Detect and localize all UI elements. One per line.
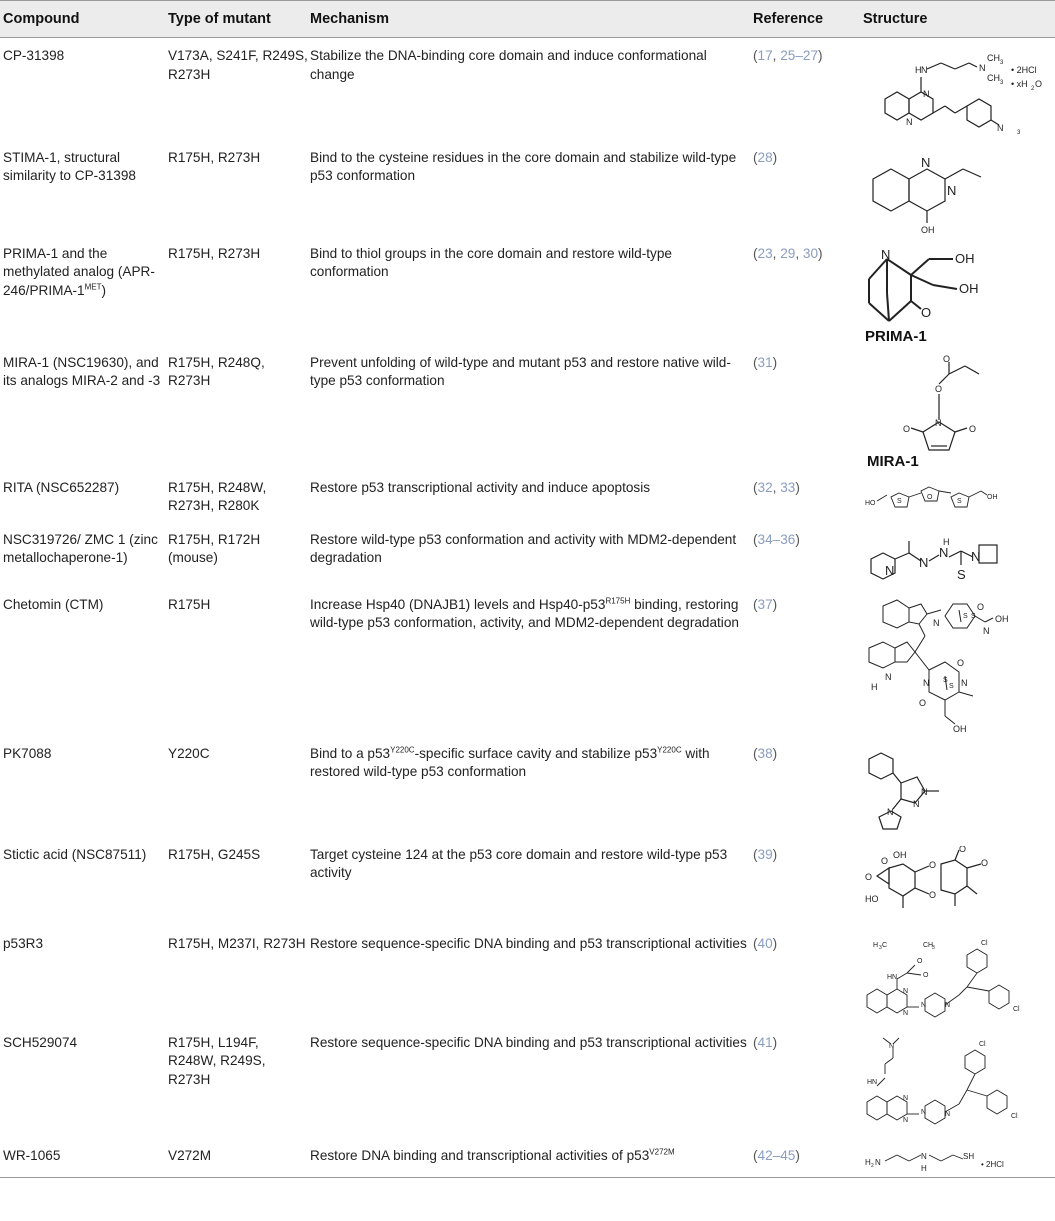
cp31398-structure-icon (863, 47, 1053, 139)
mechanism: Increase Hsp40 (DNAJB1) levels and $Hsp40-p53^{R175H}$ binding, restoring wild-type p53 conformation, activity, and MDM2-dependent degradation (310, 595, 739, 630)
reference-link[interactable]: 28 (757, 149, 773, 165)
mutant-type: R175H (168, 596, 211, 612)
structure-cell (861, 140, 1055, 236)
mechanism: Restore DNA binding and transcriptional activities of $p53^{V272M}$ (308, 1138, 751, 1178)
svg-text:N: N (919, 554, 929, 570)
svg-text:O: O (903, 423, 911, 434)
compound-name: MIRA-1 (NSC19630), and its analogs MIRA-2 and -3 (3, 354, 161, 388)
svg-text:N: N (947, 182, 957, 198)
reference: (28) (753, 149, 778, 165)
mutant-type: R175H, L194F, R248W, R249S, R273H (168, 1034, 266, 1087)
mira1-name: MIRA-1 (867, 452, 919, 470)
svg-text:N: N (913, 798, 920, 809)
svg-text:S: S (963, 612, 968, 620)
svg-text:2: 2 (871, 1162, 874, 1169)
reference-link[interactable]: 41 (757, 1034, 773, 1050)
svg-text:O: O (881, 855, 889, 866)
mechanism: Stabilize the DNA-binding core domain and induce conformational change (310, 48, 707, 82)
compound-name: CP-31398 (3, 48, 65, 63)
mechanism: Bind to thiol groups in the core domain and restore wild-type conformation (310, 245, 672, 279)
table-row (0, 736, 1055, 837)
svg-text:O: O (921, 304, 932, 320)
reference-link[interactable]: 39 (757, 846, 773, 862)
svg-text:S: S (897, 497, 902, 505)
structure-cell (861, 837, 1055, 926)
svg-text:O: O (1035, 79, 1043, 89)
compound-name: STIMA-1, structural similarity to CP-31398 (3, 149, 136, 183)
svg-text:O: O (917, 957, 923, 965)
svg-text:N: N (885, 562, 895, 578)
svg-text:O: O (929, 859, 937, 870)
pk7088-structure-icon (863, 745, 1053, 837)
p53r3-structure-icon (863, 935, 1053, 1025)
svg-text:OH: OH (987, 493, 998, 501)
svg-text:N: N (921, 65, 928, 75)
svg-text:S: S (957, 566, 966, 582)
reference-link[interactable]: 34–36 (757, 531, 796, 547)
compound-name: PK7088 (3, 745, 52, 761)
reference-link[interactable]: 23 (757, 245, 773, 261)
svg-text:O: O (919, 697, 927, 708)
svg-text:N: N (875, 1157, 881, 1167)
svg-text:N: N (935, 417, 942, 428)
structure-cell (861, 236, 1055, 345)
svg-text:O: O (943, 353, 951, 364)
mechanism: Restore sequence-specific DNA binding and p53 transcriptional activities (310, 935, 747, 951)
table-row (0, 1025, 1055, 1138)
table-row (0, 837, 1055, 926)
svg-text:O: O (935, 383, 943, 394)
header-row (0, 1, 1055, 38)
svg-text:N: N (903, 1116, 909, 1124)
reference: (40) (753, 935, 778, 951)
mutant-type: R175H, R273H (168, 149, 261, 165)
svg-text:O: O (969, 423, 977, 434)
svg-text:O: O (927, 493, 933, 501)
svg-text:N: N (903, 987, 909, 995)
structure-cell (861, 522, 1055, 587)
table-row (0, 140, 1055, 236)
svg-text:3: 3 (879, 944, 882, 951)
svg-text:N: N (961, 677, 968, 688)
reference: (32, 33) (753, 479, 800, 495)
svg-text:O: O (981, 857, 989, 868)
svg-text:S: S (971, 612, 976, 620)
svg-text:N: N (921, 1151, 927, 1161)
svg-text:N: N (921, 154, 931, 170)
svg-text:• 2HCl: • 2HCl (981, 1159, 1004, 1169)
svg-text:3: 3 (932, 944, 935, 951)
svg-text:• xH: • xH (1011, 79, 1028, 89)
svg-text:N: N (933, 617, 940, 628)
structure-cell (861, 587, 1055, 736)
svg-text:HO: HO (865, 499, 876, 507)
reference: (39) (753, 846, 778, 862)
svg-text:O: O (977, 601, 985, 612)
mechanism: Bind to a $p53^{Y220C}$-specific surface cavity and stabilize $p53^{Y220C}$ with restored wild-type p53 conformation (310, 744, 710, 779)
reference: (17, 25–27) (753, 48, 823, 63)
svg-text:N: N (887, 806, 894, 817)
mechanism: Prevent unfolding of wild-type and mutant p53 and restore native wild-type p53 conformation (310, 354, 731, 388)
svg-text:O: O (959, 845, 967, 854)
table-row (0, 470, 1055, 522)
svg-text:H: H (915, 65, 922, 75)
svg-text:Cl: Cl (981, 939, 988, 947)
structure-cell (861, 1025, 1055, 1138)
svg-text:H: H (865, 1157, 871, 1167)
stictic-acid-structure-icon (863, 846, 1053, 926)
compound-name: SCH529074 (3, 1034, 78, 1050)
reference: (34–36) (753, 531, 800, 547)
reference-link[interactable]: 31 (757, 354, 773, 370)
svg-text:O: O (957, 657, 965, 668)
rita-structure-icon (863, 479, 1053, 519)
svg-text:3: 3 (1000, 80, 1004, 86)
svg-text:N: N (945, 1001, 951, 1009)
svg-text:N: N (945, 1110, 951, 1118)
table-row (0, 587, 1055, 736)
reference-link[interactable]: 37 (757, 596, 773, 612)
mechanism: Restore sequence-specific DNA binding and p53 transcriptional activities (310, 1034, 747, 1050)
reference-link[interactable]: 30 (802, 245, 819, 261)
mutant-type: R175H, G245S (168, 846, 261, 862)
svg-text:CH: CH (987, 53, 1000, 63)
header-mutant: Type of mutant (166, 1, 308, 38)
svg-text:OH: OH (955, 250, 975, 266)
svg-text:HO: HO (865, 893, 879, 904)
svg-text:OH: OH (921, 224, 935, 235)
svg-text:C: C (882, 941, 888, 949)
svg-text:SH: SH (963, 1151, 975, 1161)
svg-text:Cl: Cl (1011, 1112, 1018, 1120)
table-row (0, 1138, 1055, 1178)
mechanism: Restore wild-type p53 conformation and activity with MDM2-dependent degradation (310, 531, 737, 565)
chetomin-structure-icon (863, 596, 1053, 736)
svg-text:HN: HN (887, 973, 898, 981)
reference: (23, 29, 30) (753, 245, 823, 261)
svg-text:N: N (889, 1042, 895, 1050)
svg-text:CH: CH (923, 941, 934, 949)
svg-text:N: N (881, 246, 891, 262)
svg-text:H: H (873, 941, 879, 949)
mira1-structure-icon (863, 354, 1053, 470)
reference-link[interactable]: 42–45 (757, 1147, 796, 1163)
header-structure: Structure (861, 1, 1055, 38)
svg-text:N: N (979, 63, 986, 73)
svg-text:O: O (923, 971, 929, 979)
compound-name: NSC319726/ ZMC 1 (zinc metallochaperone-1) (3, 531, 158, 565)
svg-text:OH: OH (995, 613, 1009, 624)
table-row (0, 38, 1055, 140)
svg-text:N: N (923, 89, 930, 99)
mutant-type: R175H, R172H (mouse) (168, 531, 261, 565)
svg-text:H: H (921, 1163, 927, 1173)
compound-name: WR-1065 (0, 1138, 166, 1178)
svg-text:N: N (921, 1001, 927, 1009)
table-row (0, 345, 1055, 470)
reference-link[interactable]: 38 (757, 745, 773, 761)
svg-text:3: 3 (1000, 60, 1004, 66)
reference-link[interactable]: 32 (757, 479, 773, 495)
stima1-structure-icon (863, 149, 1053, 235)
svg-text:H: H (871, 681, 878, 692)
svg-text:S: S (949, 682, 954, 690)
svg-text:N: N (971, 548, 981, 564)
structure-cell (861, 345, 1055, 470)
structure-cell (861, 470, 1055, 522)
reference-link[interactable]: 29 (780, 245, 796, 261)
mutant-type: V272M (166, 1138, 308, 1178)
table-row (0, 522, 1055, 587)
mechanism: Bind to the cysteine residues in the core domain and stabilize wild-type p53 conformation (310, 149, 737, 183)
mutant-type: V173A, S241F, R249S, R273H (168, 48, 308, 82)
mutant-type: Y220C (168, 745, 210, 761)
svg-text:N: N (885, 671, 892, 682)
wr1065-structure-icon (863, 1147, 1053, 1177)
svg-text:N: N (997, 123, 1004, 133)
svg-text:Cl: Cl (1013, 1005, 1020, 1013)
svg-text:S: S (957, 497, 962, 505)
reference: (38) (753, 745, 778, 761)
structure-cell (861, 926, 1055, 1025)
prima1-name: PRIMA-1 (865, 327, 927, 345)
svg-text:OH: OH (959, 280, 979, 296)
header-mechanism: Mechanism (308, 1, 751, 38)
svg-text:N: N (906, 117, 913, 127)
header-reference: Reference (751, 1, 861, 38)
svg-text:2: 2 (1031, 86, 1035, 92)
svg-text:Cl: Cl (979, 1040, 986, 1048)
svg-text:S: S (943, 676, 948, 684)
reference: (42–45) (751, 1138, 861, 1178)
svg-text:N: N (983, 625, 990, 636)
svg-text:• 2HCl: • 2HCl (1011, 65, 1037, 75)
reference: (31) (753, 354, 778, 370)
reference-link[interactable]: 40 (757, 935, 773, 951)
reference: (41) (753, 1034, 778, 1050)
compound-name: p53R3 (3, 935, 44, 951)
svg-text:O: O (865, 871, 873, 882)
svg-text:OH: OH (953, 723, 967, 734)
svg-text:N: N (923, 677, 930, 688)
table-row (0, 926, 1055, 1025)
reference-link[interactable]: 33 (780, 479, 796, 495)
mutant-type: R175H, R273H (168, 245, 261, 261)
svg-text:HN: HN (867, 1078, 878, 1086)
compound-name: Stictic acid (NSC87511) (3, 846, 147, 862)
nsc319726-structure-icon (863, 531, 1053, 587)
mutant-type: R175H, R248Q, R273H (168, 354, 265, 388)
table-row (0, 236, 1055, 345)
svg-text:N: N (939, 544, 949, 560)
compound-name: RITA (NSC652287) (3, 479, 120, 495)
reference-link[interactable]: 25–27 (780, 48, 819, 63)
reference: (37) (753, 596, 778, 612)
svg-text:CH: CH (987, 73, 1000, 83)
svg-text:OH: OH (893, 849, 907, 860)
mutant-type: R175H, M237I, R273H (168, 935, 306, 951)
sch529074-structure-icon (863, 1034, 1053, 1138)
mutant-type: R175H, R248W, R273H, R280K (168, 479, 267, 513)
svg-text:H: H (943, 536, 950, 547)
compound-name: PRIMA-1 and the methylated analog $(APR-246/PRIMA-1^{MET})$ (3, 245, 155, 298)
reference-link[interactable]: 17 (757, 48, 773, 63)
svg-text:N: N (903, 1094, 909, 1102)
structure-cell (861, 38, 1055, 140)
structure-cell (861, 1138, 1055, 1178)
mechanism: Restore p53 transcriptional activity and induce apoptosis (310, 479, 651, 495)
svg-text:N: N (921, 1108, 927, 1116)
prima1-structure-icon (863, 245, 1053, 345)
structure-cell (861, 736, 1055, 837)
header-compound: Compound (0, 1, 166, 38)
svg-text:N: N (903, 1009, 909, 1017)
svg-text:3: 3 (1017, 130, 1021, 136)
svg-text:O: O (929, 889, 937, 900)
mechanism: Target cysteine 124 at the p53 core domain and restore wild-type p53 activity (310, 846, 728, 880)
compound-name: Chetomin (CTM) (3, 596, 104, 612)
svg-text:N: N (921, 786, 928, 797)
